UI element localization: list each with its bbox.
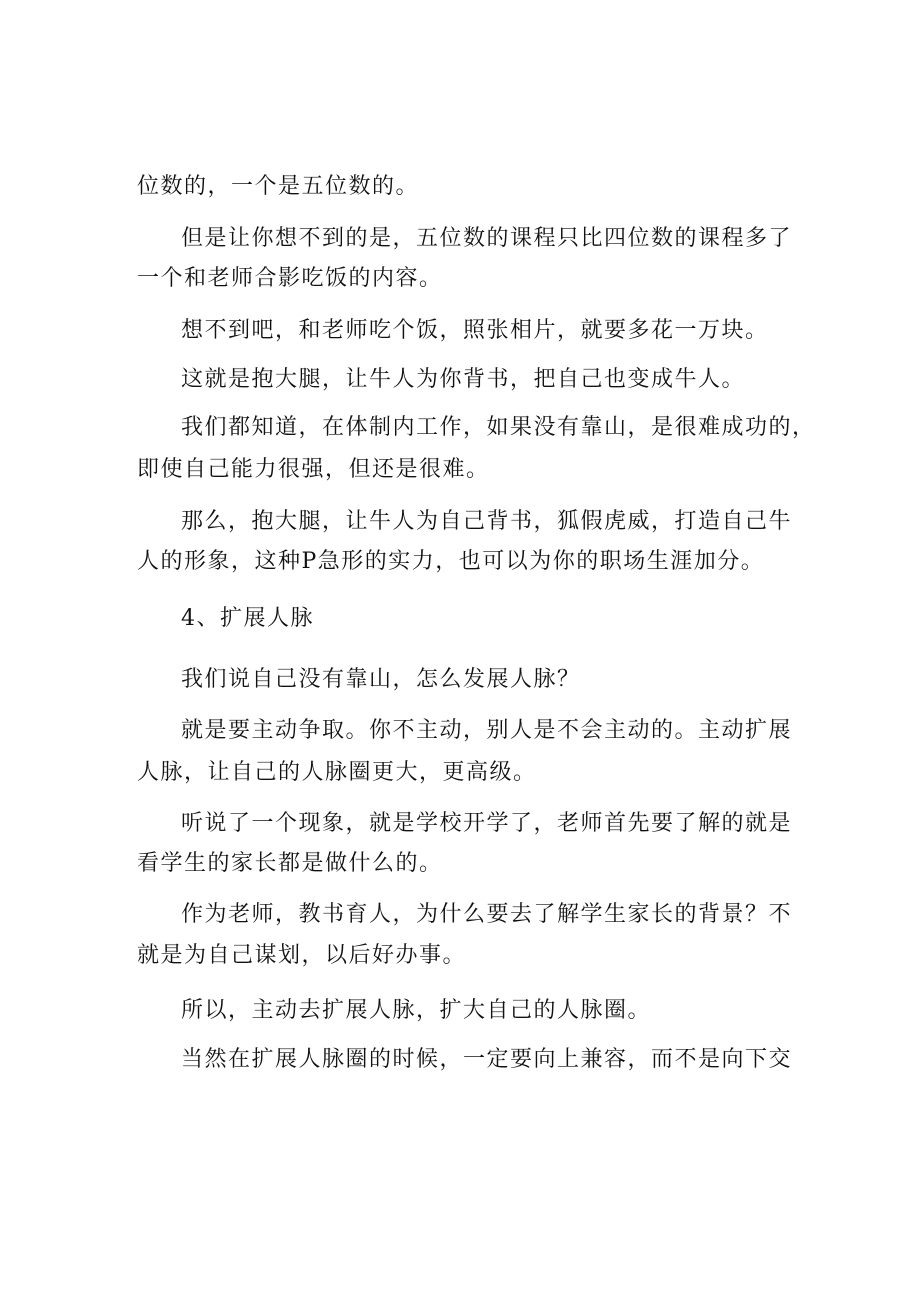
text-line-13: 听说了一个现象，就是学校开学了，老师首先要了解的就是 — [181, 811, 793, 836]
text-line-14: 看学生的家长都是做什么的。 — [137, 851, 443, 876]
text-line-10: 我们说自己没有靠山，怎么发展人脉？ — [181, 667, 581, 692]
text-line-15: 作为老师，教书育人，为什么要去了解学生家长的背景？不 — [181, 902, 793, 927]
section-heading: 4、扩展人脉 — [181, 606, 314, 631]
text-line-3: 一个和老师合影吃饭的内容。 — [137, 266, 443, 291]
text-line-4: 想不到吧，和老师吃个饭，照张相片，就要多花一万块。 — [181, 318, 769, 343]
text-line-2: 但是让你想不到的是，五位数的课程只比四位数的课程多了 — [181, 226, 793, 251]
text-line-1: 位数的，一个是五位数的。 — [137, 174, 420, 199]
text-line-8: 那么，抱大腿，让牛人为自己背书，狐假虎威，打造自己牛 — [181, 509, 793, 534]
text-line-9: 人的形象，这种P急形的实力，也可以为你的职场生涯加分。 — [137, 549, 765, 574]
text-line-6: 我们都知道，在体制内工作，如果没有靠山，是很难成功的， — [181, 415, 816, 440]
text-line-12: 人脉，让自己的人脉圈更大，更高级。 — [137, 760, 537, 785]
text-line-16: 就是为自己谋划，以后好办事。 — [137, 943, 467, 968]
text-line-11: 就是要主动争取。你不主动，别人是不会主动的。主动扩展 — [181, 718, 793, 743]
text-line-18: 当然在扩展人脉圈的时候，一定要向上兼容，而不是向下交 — [181, 1047, 793, 1072]
text-line-7: 即使自己能力很强，但还是很难。 — [137, 457, 490, 482]
text-line-17: 所以，主动去扩展人脉，扩大自己的人脉圈。 — [181, 998, 652, 1023]
text-line-5: 这就是抱大腿，让牛人为你背书，把自己也变成牛人。 — [181, 367, 746, 392]
